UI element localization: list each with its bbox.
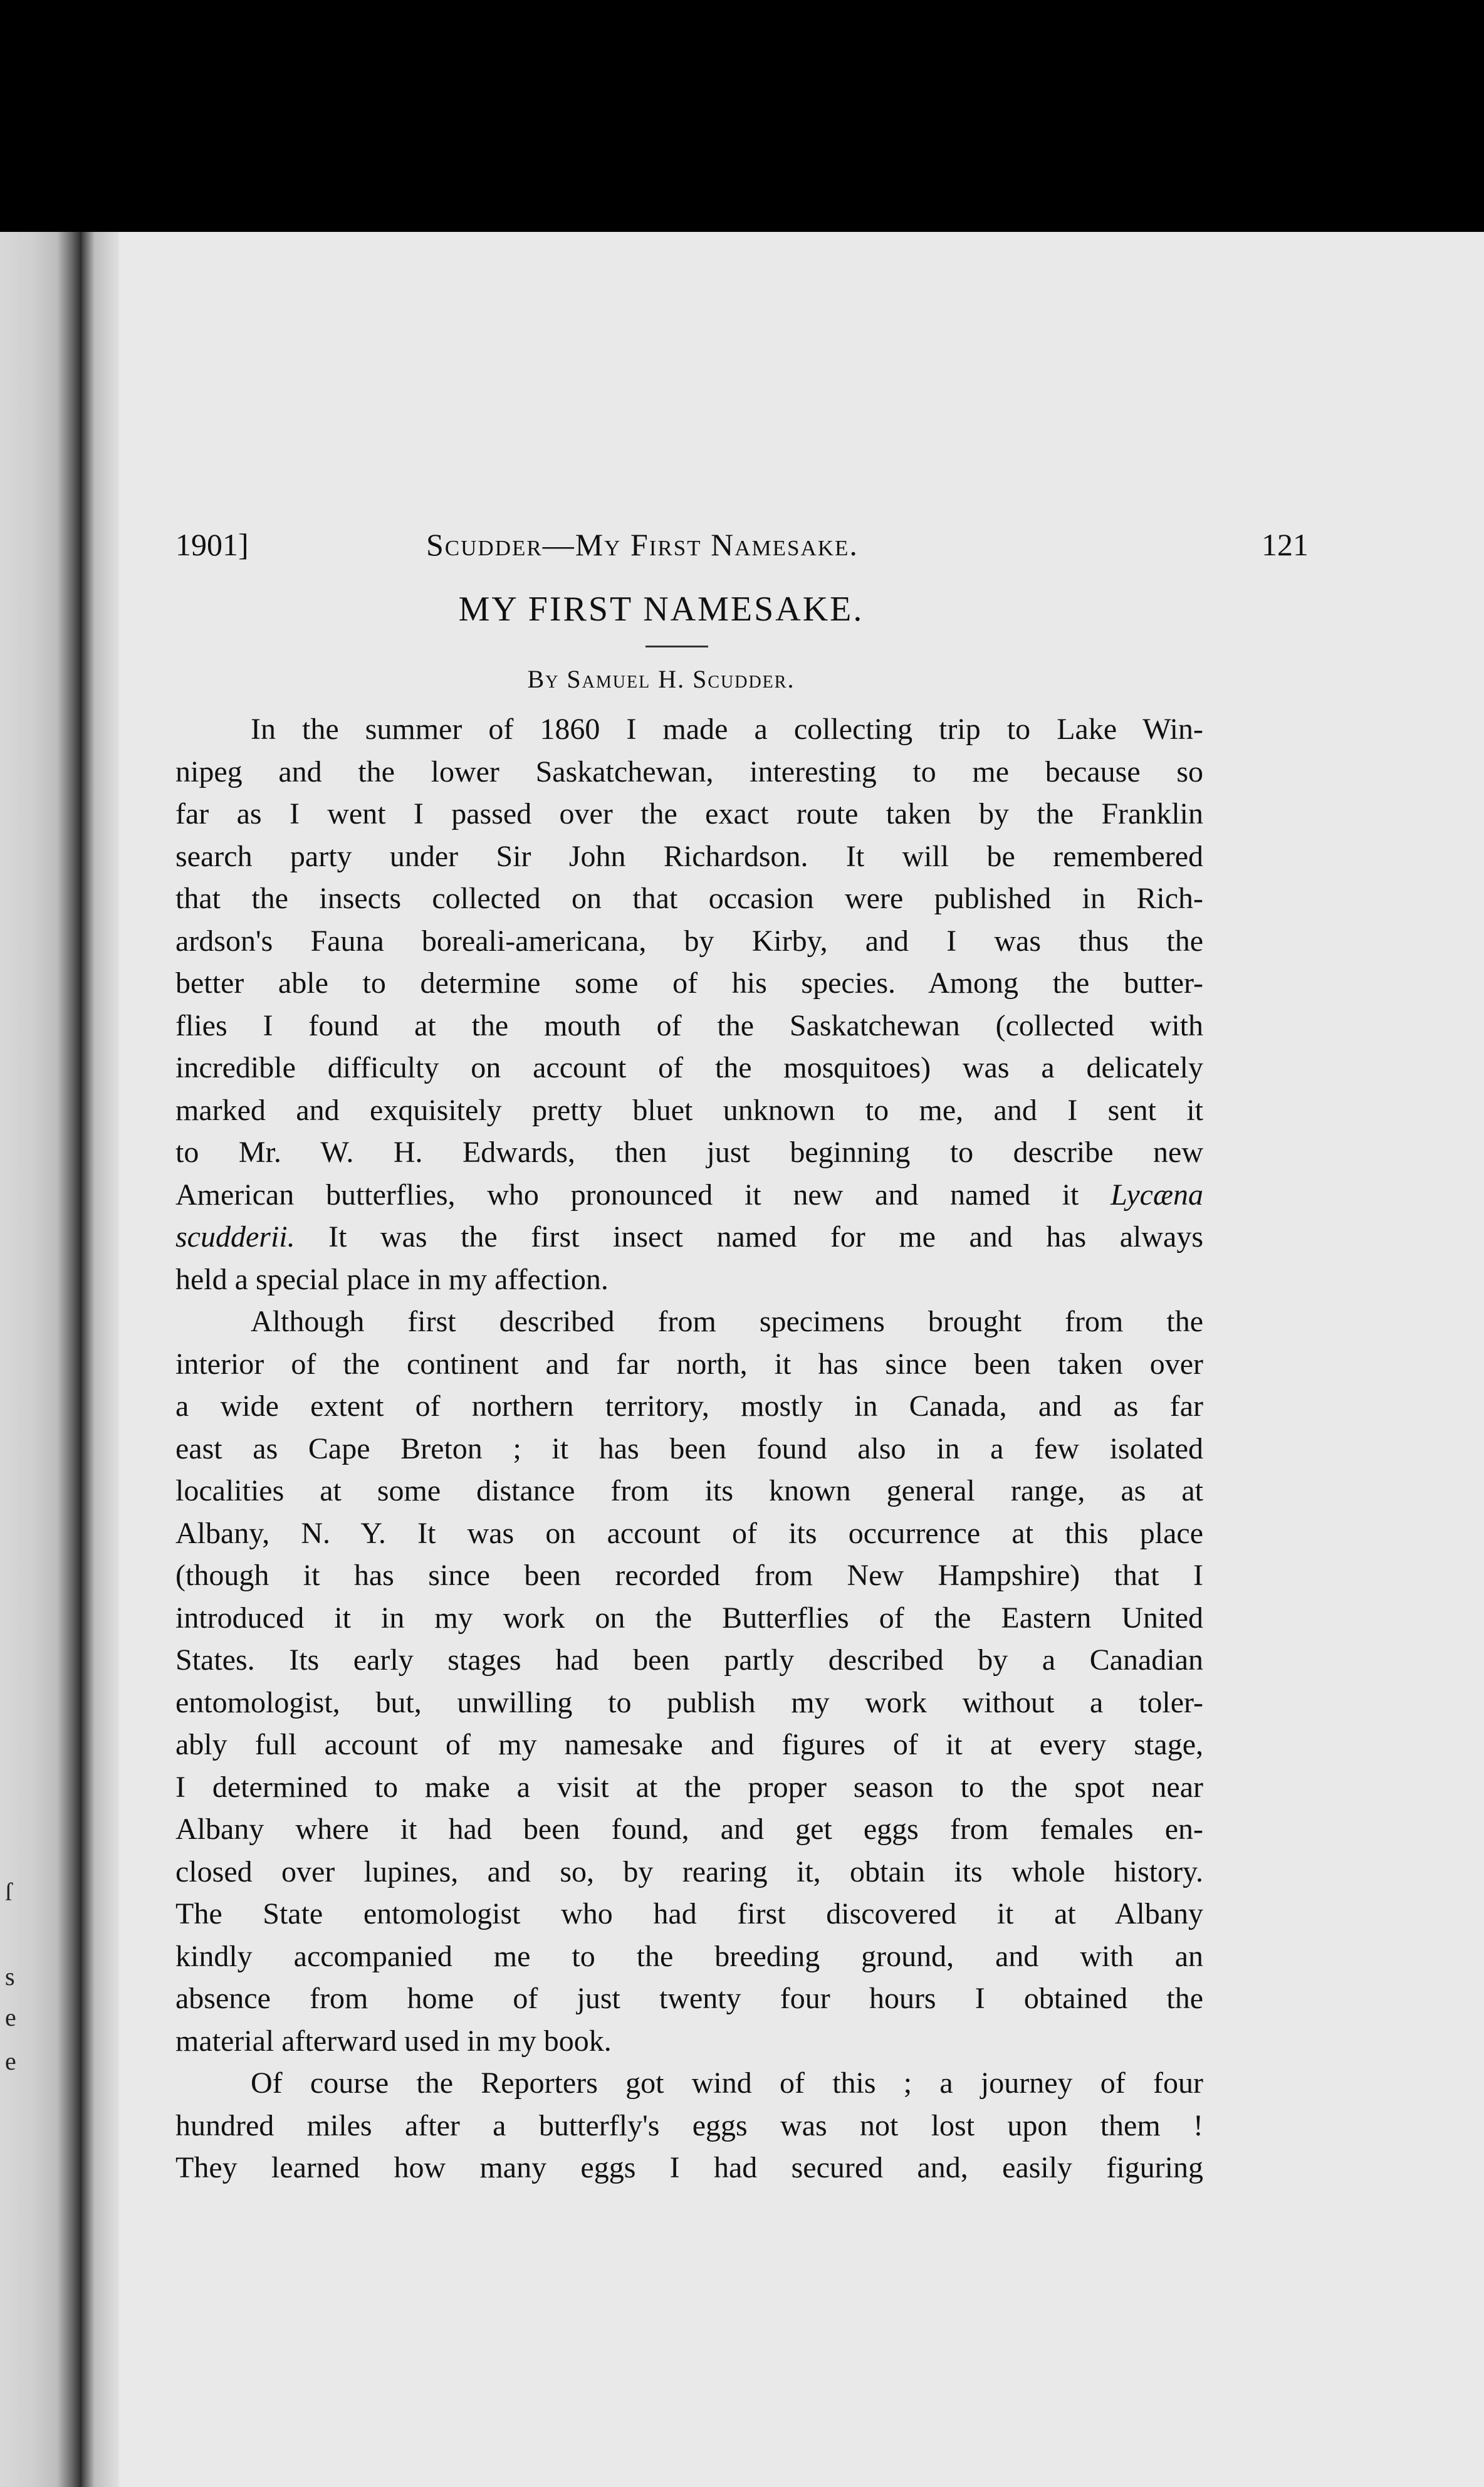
article-body <box>175 708 1203 2189</box>
text-line: better able to determine some of his species. Among the butter- <box>175 966 1203 1000</box>
text-segment: American butterflies, who pronounced it new and named it <box>175 1178 1111 1212</box>
text-line: to Mr. W. H. Edwards, then just beginning to describe new <box>175 1136 1203 1169</box>
title-rule <box>645 646 708 647</box>
running-head-title: Scudder—My First Namesake. <box>426 527 859 562</box>
text-line: ably full account of my namesake and figures of it at every stage, <box>175 1728 1203 1761</box>
text-line: interior of the continent and far north, it has since been taken over <box>175 1347 1203 1381</box>
text-line: (though it has since been recorded from New Hampshire) that I <box>175 1559 1203 1592</box>
text-line: absence from home of just twenty four hours I obtained the <box>175 1982 1203 2015</box>
adjacent-page-fragment: ſ <box>5 1878 13 1906</box>
text-line: Albany, N. Y. It was on account of its occurrence at this place <box>175 1516 1203 1550</box>
text-line: far as I went I passed over the exact route taken by the Franklin <box>175 797 1203 830</box>
adjacent-page-fragment: s <box>5 1962 15 1991</box>
running-head <box>119 526 1484 570</box>
book-gutter <box>81 232 119 2487</box>
text-line: that the insects collected on that occasion were published in Rich- <box>175 882 1203 915</box>
text-line: closed over lupines, and so, by rearing it, obtain its whole history. <box>175 1855 1203 1888</box>
running-head-year: 1901] <box>175 527 249 562</box>
paragraph-2 <box>175 1301 1203 2062</box>
article-title: MY FIRST NAMESAKE. <box>458 590 864 629</box>
text-line: east as Cape Breton ; it has been found also in a few isolated <box>175 1432 1203 1465</box>
text-line: marked and exquisitely pretty bluet unknown to me, and I sent it <box>175 1093 1203 1127</box>
text-line: The State entomologist who had first discovered it at Albany <box>175 1897 1203 1930</box>
text-line: They learned how many eggs I had secured and, easily figuring <box>175 2151 1203 2184</box>
text-line: incredible difficulty on account of the mosquitoes) was a delicately <box>175 1051 1203 1084</box>
text-line <box>175 1216 1203 1259</box>
text-line: In the summer of 1860 I made a collecting trip to Lake Win- <box>251 713 1203 746</box>
text-line: kindly accompanied me to the breeding ground, and with an <box>175 1939 1203 1973</box>
text-line: Of course the Reporters got wind of this ; a journey of four <box>251 2066 1203 2100</box>
text-line <box>175 1174 1203 1217</box>
text-segment: It was the first insect named for me and has always <box>295 1220 1203 1254</box>
text-line: localities at some distance from its known general range, as at <box>175 1474 1203 1507</box>
adjacent-page-edge <box>0 232 81 2487</box>
text-line: ardson's Fauna boreali-americana, by Kirby, and I was thus the <box>175 924 1203 958</box>
italic-genus: Lycæna <box>1110 1178 1203 1212</box>
text-line: a wide extent of northern territory, mostly in Canada, and as far <box>175 1390 1203 1423</box>
italic-species: scudderii. <box>175 1220 295 1254</box>
paragraph-3 <box>175 2062 1203 2189</box>
scan-background-top <box>0 0 1484 232</box>
text-line: Albany where it had been found, and get eggs from females en- <box>175 1813 1203 1846</box>
page-number: 121 <box>1262 527 1309 562</box>
book-page <box>119 232 1484 2487</box>
adjacent-page-fragment: e <box>5 2047 16 2075</box>
byline: By Samuel H. Scudder. <box>527 665 795 693</box>
text-line: search party under Sir John Richardson. It will be remembered <box>175 839 1203 873</box>
text-line: Although first described from specimens brought from the <box>251 1305 1203 1338</box>
text-line: States. Its early stages had been partly described by a Canadian <box>175 1643 1203 1677</box>
text-line: held a special place in my affection. <box>175 1262 609 1296</box>
text-line: introduced it in my work on the Butterflies of the Eastern United <box>175 1601 1203 1635</box>
paragraph-1 <box>175 708 1203 1301</box>
text-line: I determined to make a visit at the proper season to the spot near <box>175 1770 1203 1804</box>
text-line: nipeg and the lower Saskatchewan, interesting to me because so <box>175 755 1203 788</box>
text-line: flies I found at the mouth of the Saskatchewan (collected with <box>175 1008 1203 1042</box>
text-line: material afterward used in my book. <box>175 2024 612 2058</box>
text-line: entomologist, but, unwilling to publish my work without a toler- <box>175 1685 1203 1719</box>
text-line: hundred miles after a butterfly's eggs was not lost upon them ! <box>175 2108 1203 2142</box>
adjacent-page-fragment: e <box>5 2003 16 2031</box>
